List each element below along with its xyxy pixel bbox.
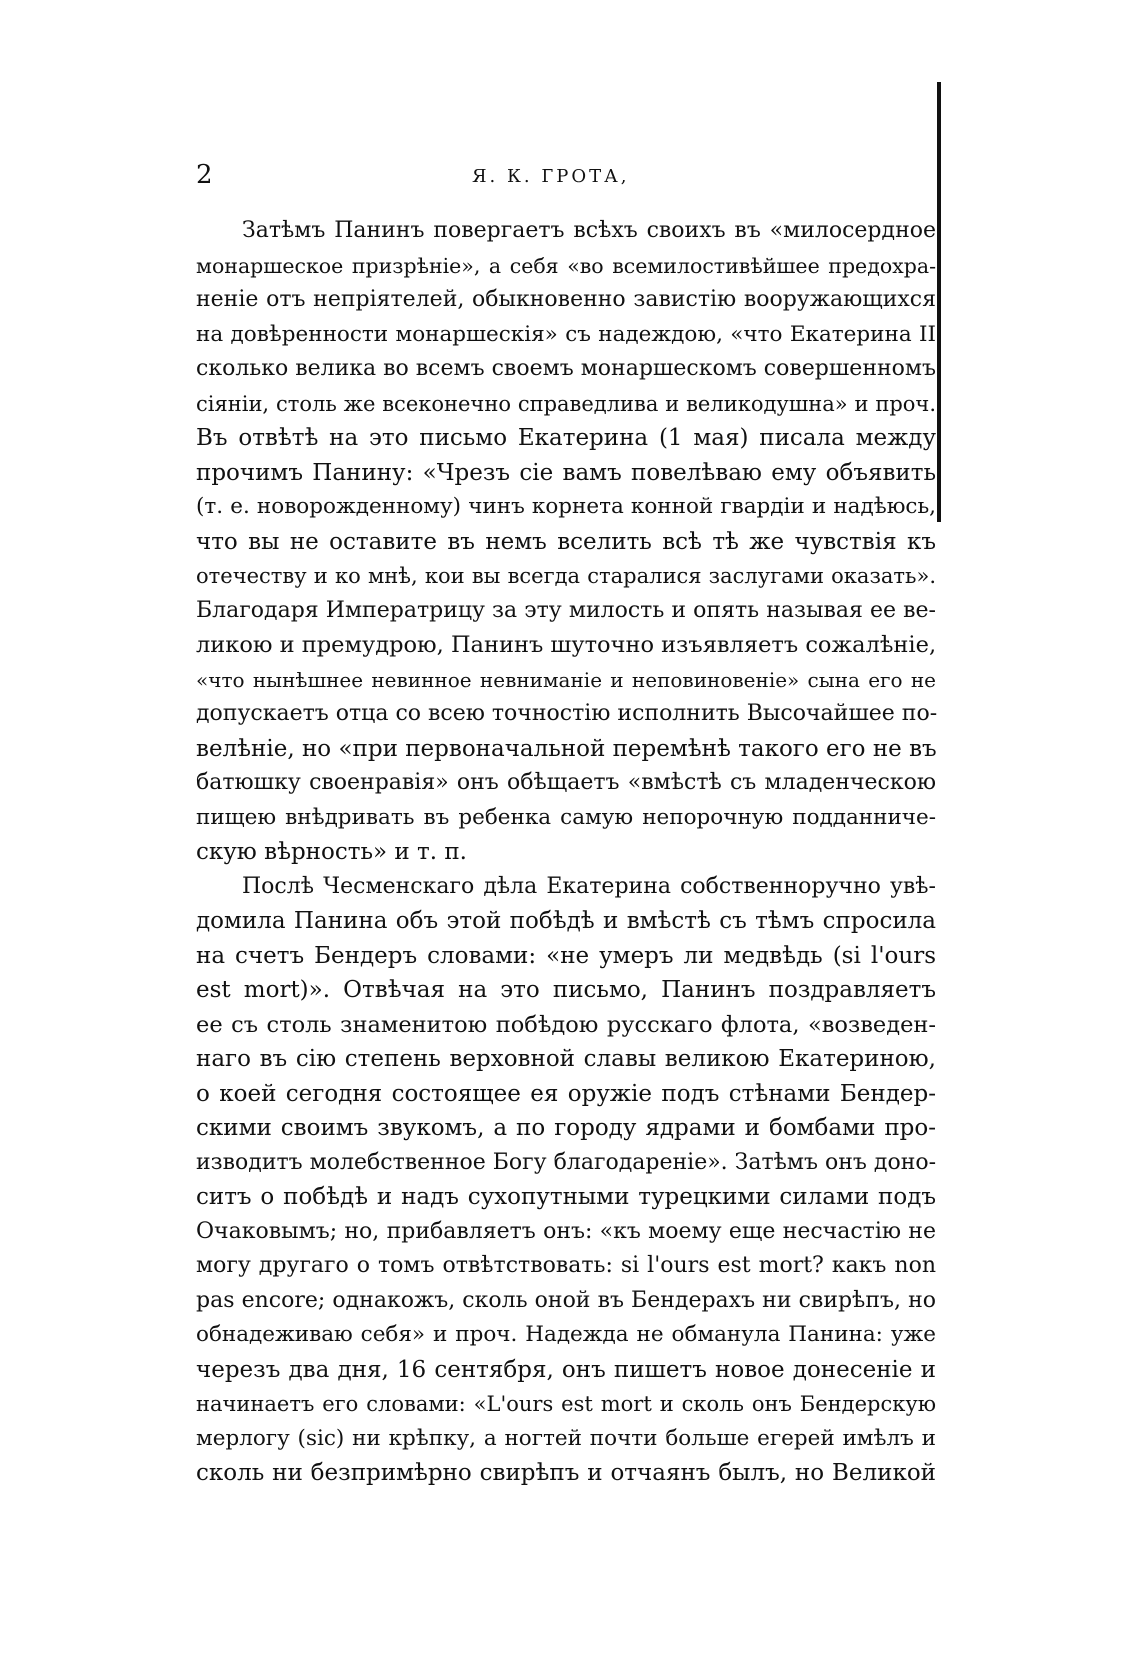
text-line: ее съ столь знаменитою побѣдою русскаго флота, «возведен-: [196, 1011, 936, 1038]
text-line: сколь ни безпримѣрно свирѣпъ и отчаянъ былъ, но Великой: [196, 1460, 936, 1486]
text-line: est mort)». Отвѣчая на это письмо, Панинъ поздравляетъ: [196, 977, 936, 1003]
text-line: о коей сегодня состоящее ея оружіе подъ стѣнами Бендер-: [196, 1080, 936, 1107]
text-line: на счетъ Бендеръ словами: «не умеръ ли медвѣдь (si l'ours: [196, 942, 936, 969]
text-line: черезъ два дня, 16 сентября, онъ пишетъ новое донесеніе и: [196, 1356, 936, 1383]
text-line: ликою и премудрою, Панинъ шуточно изъявляетъ сожалѣніе,: [196, 632, 937, 658]
text-line: Очаковымъ; но, прибавляетъ онъ: «къ моему еще несчастію не: [196, 1218, 936, 1244]
margin-mark: [937, 82, 941, 522]
body-text: [196, 214, 936, 1491]
text-line: велѣніе, но «при первоначальной перемѣнѣ такого его не въ: [196, 735, 937, 762]
text-line: pas encore; однакожъ, сколь оной въ Бендерахъ ни свирѣпъ, но: [196, 1287, 936, 1313]
text-line: Въ отвѣтѣ на это письмо Екатерина (1 мая) писала между: [196, 425, 936, 451]
paragraph-1: [196, 214, 936, 870]
text-line: сіяніи, столь же всеконечно справедлива и великодушна» и проч.: [196, 391, 936, 416]
text-line: могу другаго о томъ отвѣтствовать: si l'ours est mort? какъ non: [196, 1253, 936, 1278]
text-line: изводитъ молебственное Богу благодареніе». Затѣмъ онъ доно-: [196, 1149, 937, 1175]
text-line: на довѣренности монаршескія» съ надеждою, «что Екатерина II: [196, 321, 936, 347]
text-line: батюшку своенравія» онъ обѣщаетъ «вмѣстѣ съ младенческою: [196, 770, 936, 795]
text-line: домила Панина объ этой побѣдѣ и вмѣстѣ съ тѣмъ спросила: [196, 908, 936, 934]
text-line: (т. е. новорожденному) чинъ корнета конной гвардіи и надѣюсь,: [196, 494, 936, 519]
text-line: Затѣмъ Панинъ повергаетъ всѣхъ своихъ въ «милосердное: [242, 218, 936, 243]
text-line: допускаетъ отца со всею точностію исполнить Высочайшее по-: [196, 701, 938, 726]
text-line: пищею внѣдривать въ ребенка самую непорочную подданниче-: [196, 804, 936, 830]
paragraph-2: [196, 870, 936, 1491]
running-title: Я. К. ГРОТА,: [472, 166, 630, 187]
text-line: неніе отъ непріятелей, обыкновенно завистію вооружающихся: [196, 287, 936, 312]
text-line: скую вѣрность» и т. п.: [196, 839, 467, 865]
text-line: Послѣ Чесменскаго дѣла Екатерина собственноручно увѣ-: [242, 873, 936, 899]
text-line: обнадеживаю себя» и проч. Надежда не обманула Панина: уже: [196, 1322, 936, 1347]
text-line: скими своимъ звукомъ, а по городу ядрами и бомбами про-: [196, 1115, 936, 1141]
text-line: начинаетъ его словами: «L'ours est mort и сколь онъ Бендерскую: [196, 1392, 936, 1416]
text-line: ситъ о побѣдѣ и надъ сухопутными турецкими силами подъ: [196, 1184, 936, 1210]
text-line: мерлогу (sic) ни крѣпку, а ногтей почти больше егерей имѣлъ и: [196, 1425, 936, 1451]
page-number: 2: [196, 160, 213, 190]
text-line: Благодаря Императрицу за эту милость и опять называя ее ве-: [196, 597, 936, 623]
text-line: наго въ сію степень верховной славы великою Екатериною,: [196, 1046, 936, 1072]
text-line: «что нынѣшнее невинное невниманіе и неповиновеніе» сына его не: [196, 667, 936, 692]
text-line: что вы не оставите въ немъ вселить всѣ тѣ же чувствія къ: [196, 528, 936, 555]
text-line: сколько велика во всемъ своемъ монаршескомъ совершенномъ: [196, 356, 937, 381]
text-line: монаршеское призрѣніе», а себя «во всемилостивѣйшее предохра-: [196, 253, 936, 278]
text-line: отечеству и ко мнѣ, кои вы всегда старалися заслугами оказать».: [196, 564, 936, 588]
text-line: прочимъ Панину: «Чрезъ сіе вамъ повелѣваю ему объявить: [196, 459, 936, 486]
